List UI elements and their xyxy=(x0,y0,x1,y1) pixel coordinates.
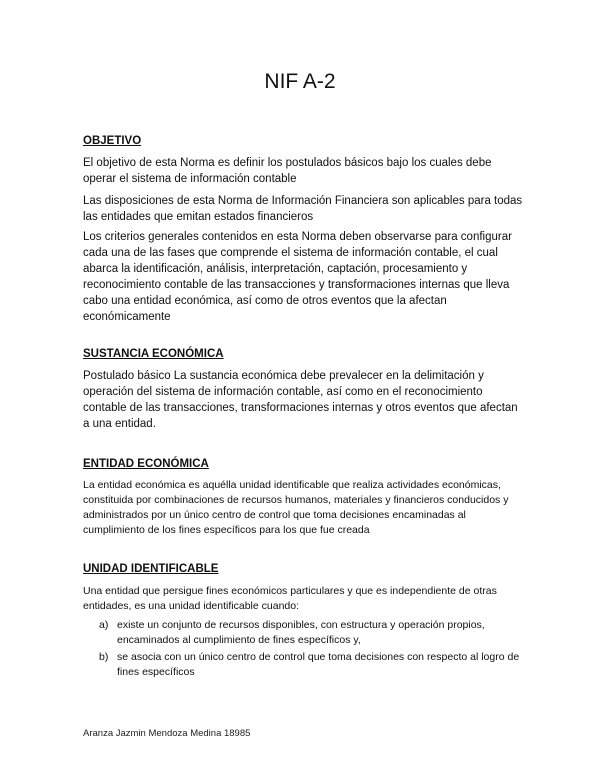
footer-author: Aranza Jazmin Mendoza Medina 18985 xyxy=(83,728,251,739)
section-heading-sustancia: SUSTANCIA ECONÓMICA xyxy=(83,348,224,360)
unidad-list xyxy=(83,618,523,682)
list-item xyxy=(83,650,523,680)
section-heading-objetivo: OBJETIVO xyxy=(83,135,142,147)
list-item xyxy=(83,618,523,648)
sustancia-paragraph: Postulado básico La sustancia económica debe prevalecer en la delimitación y operación del sistema de información contable, así como en el reconocimiento contable de las transacciones, transformaciones internas y otros eventos que afectan a una entidad. xyxy=(83,370,518,430)
list-item-text: existe un conjunto de recursos disponibles, con estructura y operación propios, encaminados al cumplimiento de fines específicos y, xyxy=(117,619,485,646)
unidad-paragraph: Una entidad que persigue fines económicos particulares y que es independiente de otras entidades, es una unidad identificable cuando: xyxy=(83,585,497,612)
entidad-paragraph: La entidad económica es aquélla unidad identificable que realiza actividades económicas, constituida por combinaciones de recursos humanos, materiales y financieros conducidos y administrados por un único centro de control que toma decisiones encaminadas al cumplimiento de los fines específicos para los que fue creada xyxy=(83,479,509,536)
objetivo-paragraph-2: Las disposiciones de esta Norma de Información Financiera son aplicables para todas las entidades que emitan estados financieros xyxy=(83,195,523,223)
section-heading-entidad: ENTIDAD ECONÓMICA xyxy=(83,458,209,470)
list-marker: a) xyxy=(99,619,109,631)
list-item-text: se asocia con un único centro de control que toma decisiones con respecto al logro de fines específicos xyxy=(117,651,520,678)
objetivo-paragraph-3: Los criterios generales contenidos en esta Norma deben observarse para configurar cada una de las fases que comprende el sistema de información contable, el cual abarca la identificación, análisis, interpretación, captación, procesamiento y reconocimiento contable de las transacciones y transformaciones internas que lleva cabo una entidad económica, así como de otros eventos que la afectan económicamente xyxy=(83,231,512,323)
section-heading-unidad: UNIDAD IDENTIFICABLE xyxy=(83,563,219,575)
objetivo-paragraph-1: El objetivo de esta Norma es definir los postulados básicos bajo los cuales debe operar el sistema de información contable xyxy=(83,157,492,185)
page-title: NIF A-2 xyxy=(264,70,336,93)
list-marker: b) xyxy=(99,651,109,663)
